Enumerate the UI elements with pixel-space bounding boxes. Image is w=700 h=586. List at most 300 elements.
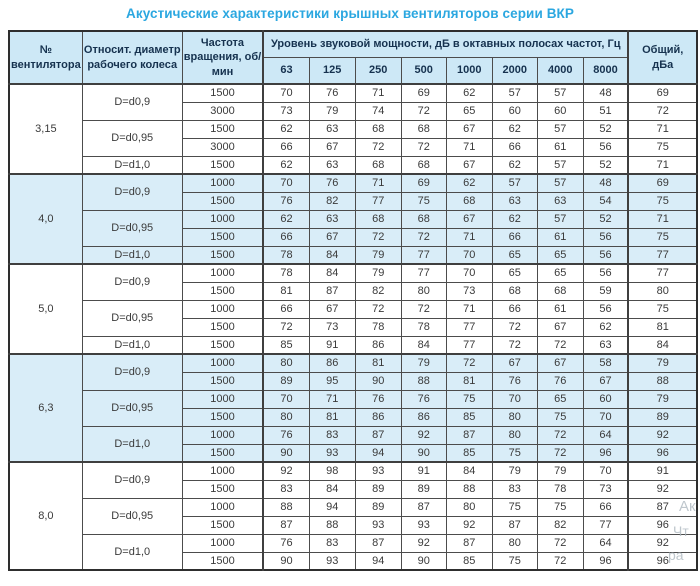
level-cell-63: 90 [263,444,309,462]
level-cell-250: 87 [355,534,401,552]
level-cell-8000: 52 [583,120,628,138]
level-cell-2000: 62 [492,156,537,174]
level-cell-125: 93 [309,444,355,462]
level-cell-63: 73 [263,102,309,120]
level-cell-8000: 77 [583,516,628,534]
level-cell-63: 81 [263,282,309,300]
level-cell-4000: 57 [537,156,583,174]
level-cell-63: 62 [263,210,309,228]
level-cell-8000: 48 [583,174,628,192]
total-cell: 71 [628,120,697,138]
level-cell-125: 67 [309,228,355,246]
level-cell-1000: 67 [446,156,492,174]
col-header-freq-8000: 8000 [583,57,628,84]
level-cell-2000: 79 [492,462,537,480]
table-row [9,336,697,354]
speed-cell: 1000 [182,498,263,516]
level-cell-4000: 67 [537,318,583,336]
level-cell-1000: 62 [446,174,492,192]
level-cell-8000: 62 [583,318,628,336]
level-cell-4000: 75 [537,408,583,426]
level-cell-63: 62 [263,120,309,138]
level-cell-250: 87 [355,426,401,444]
table-row [9,498,697,516]
total-cell: 79 [628,390,697,408]
level-cell-125: 91 [309,336,355,354]
level-cell-4000: 68 [537,282,583,300]
speed-cell: 1500 [182,282,263,300]
level-cell-1000: 92 [446,516,492,534]
level-cell-63: 70 [263,390,309,408]
level-cell-1000: 85 [446,552,492,570]
level-cell-4000: 57 [537,174,583,192]
level-cell-4000: 65 [537,390,583,408]
speed-cell: 1000 [182,300,263,318]
level-cell-4000: 72 [537,426,583,444]
level-cell-4000: 72 [537,336,583,354]
level-cell-500: 84 [401,336,446,354]
level-cell-2000: 70 [492,390,537,408]
col-header-freq-250: 250 [355,57,401,84]
col-header-fan-number: № вентилятора [9,31,82,84]
level-cell-63: 62 [263,156,309,174]
level-cell-1000: 84 [446,462,492,480]
total-cell: 96 [628,552,697,570]
level-cell-125: 93 [309,552,355,570]
level-cell-500: 91 [401,462,446,480]
level-cell-250: 90 [355,372,401,390]
level-cell-4000: 79 [537,462,583,480]
level-cell-2000: 62 [492,120,537,138]
level-cell-500: 86 [401,408,446,426]
level-cell-2000: 80 [492,534,537,552]
level-cell-8000: 67 [583,372,628,390]
level-cell-1000: 71 [446,228,492,246]
speed-cell: 1500 [182,318,263,336]
level-cell-8000: 56 [583,228,628,246]
level-cell-4000: 76 [537,372,583,390]
level-cell-8000: 48 [583,84,628,102]
level-cell-1000: 65 [446,102,492,120]
level-cell-63: 66 [263,300,309,318]
speed-cell: 1500 [182,228,263,246]
level-cell-1000: 70 [446,246,492,264]
level-cell-2000: 66 [492,138,537,156]
level-cell-2000: 65 [492,246,537,264]
total-cell: 75 [628,300,697,318]
level-cell-2000: 57 [492,174,537,192]
level-cell-500: 92 [401,426,446,444]
level-cell-250: 72 [355,138,401,156]
speed-cell: 1500 [182,480,263,498]
level-cell-2000: 66 [492,300,537,318]
speed-cell: 1500 [182,516,263,534]
level-cell-4000: 75 [537,498,583,516]
level-cell-500: 93 [401,516,446,534]
level-cell-63: 70 [263,174,309,192]
level-cell-500: 68 [401,156,446,174]
level-cell-125: 98 [309,462,355,480]
level-cell-1000: 88 [446,480,492,498]
level-cell-8000: 64 [583,534,628,552]
total-cell: 75 [628,138,697,156]
level-cell-63: 76 [263,192,309,210]
level-cell-8000: 54 [583,192,628,210]
level-cell-2000: 80 [492,426,537,444]
col-header-freq-63: 63 [263,57,309,84]
level-cell-4000: 63 [537,192,583,210]
level-cell-125: 82 [309,192,355,210]
level-cell-250: 81 [355,354,401,372]
level-cell-2000: 76 [492,372,537,390]
speed-cell: 1500 [182,84,263,102]
level-cell-1000: 81 [446,372,492,390]
level-cell-250: 94 [355,552,401,570]
level-cell-125: 67 [309,300,355,318]
table-header [9,31,697,84]
diameter-cell: D=d0,95 [82,300,182,336]
level-cell-250: 93 [355,462,401,480]
speed-cell: 1500 [182,336,263,354]
speed-cell: 1000 [182,390,263,408]
fan-number-cell: 6,3 [9,354,82,462]
table-row [9,462,697,480]
diameter-cell: D=d1,0 [82,246,182,264]
diameter-cell: D=d1,0 [82,336,182,354]
total-cell: 77 [628,264,697,282]
level-cell-500: 68 [401,120,446,138]
level-cell-8000: 96 [583,552,628,570]
table-row [9,156,697,174]
col-header-spl-group: Уровень звуковой мощности, дБ в октавных полосах частот, Гц [263,31,628,57]
fan-number-cell: 8,0 [9,462,82,570]
level-cell-4000: 61 [537,228,583,246]
speed-cell: 1000 [182,462,263,480]
level-cell-8000: 58 [583,354,628,372]
level-cell-1000: 71 [446,138,492,156]
level-cell-500: 72 [401,300,446,318]
level-cell-500: 69 [401,84,446,102]
table-row [9,246,697,264]
diameter-cell: D=d0,9 [82,354,182,390]
level-cell-8000: 63 [583,336,628,354]
total-cell: 79 [628,354,697,372]
diameter-cell: D=d1,0 [82,534,182,570]
level-cell-2000: 66 [492,228,537,246]
level-cell-250: 77 [355,192,401,210]
total-cell: 77 [628,246,697,264]
level-cell-1000: 73 [446,282,492,300]
level-cell-8000: 64 [583,426,628,444]
total-cell: 88 [628,372,697,390]
level-cell-4000: 65 [537,246,583,264]
fan-number-cell: 4,0 [9,174,82,264]
table-row [9,300,697,318]
fan-number-cell: 3,15 [9,84,82,174]
level-cell-4000: 61 [537,300,583,318]
speed-cell: 1500 [182,156,263,174]
table-row [9,120,697,138]
level-cell-8000: 73 [583,480,628,498]
table-row [9,354,697,372]
level-cell-125: 84 [309,480,355,498]
level-cell-125: 63 [309,210,355,228]
total-cell: 75 [628,192,697,210]
level-cell-125: 79 [309,102,355,120]
table-row [9,534,697,552]
level-cell-8000: 70 [583,462,628,480]
level-cell-2000: 83 [492,480,537,498]
level-cell-1000: 87 [446,426,492,444]
col-header-freq-2000: 2000 [492,57,537,84]
level-cell-2000: 80 [492,408,537,426]
level-cell-250: 76 [355,390,401,408]
total-cell: 96 [628,444,697,462]
table-row [9,174,697,192]
level-cell-250: 82 [355,282,401,300]
level-cell-125: 63 [309,156,355,174]
diameter-cell: D=d0,95 [82,498,182,534]
level-cell-500: 72 [401,228,446,246]
level-cell-63: 92 [263,462,309,480]
table-row [9,390,697,408]
total-cell: 81 [628,318,697,336]
level-cell-2000: 57 [492,84,537,102]
level-cell-2000: 67 [492,354,537,372]
level-cell-2000: 72 [492,318,537,336]
level-cell-1000: 71 [446,300,492,318]
level-cell-125: 67 [309,138,355,156]
level-cell-500: 90 [401,552,446,570]
level-cell-2000: 60 [492,102,537,120]
level-cell-500: 75 [401,192,446,210]
level-cell-8000: 56 [583,264,628,282]
level-cell-1000: 87 [446,534,492,552]
level-cell-2000: 75 [492,444,537,462]
level-cell-125: 88 [309,516,355,534]
level-cell-63: 72 [263,318,309,336]
total-cell: 71 [628,156,697,174]
diameter-cell: D=d0,9 [82,264,182,300]
col-header-freq-1000: 1000 [446,57,492,84]
level-cell-125: 71 [309,390,355,408]
level-cell-1000: 67 [446,210,492,228]
level-cell-1000: 80 [446,498,492,516]
level-cell-125: 94 [309,498,355,516]
col-header-freq-125: 125 [309,57,355,84]
level-cell-4000: 82 [537,516,583,534]
level-cell-500: 88 [401,372,446,390]
level-cell-63: 80 [263,354,309,372]
diameter-cell: D=d0,95 [82,120,182,156]
diameter-cell: D=d0,95 [82,210,182,246]
level-cell-4000: 57 [537,120,583,138]
diameter-cell: D=d0,9 [82,174,182,210]
diameter-cell: D=d1,0 [82,156,182,174]
speed-cell: 3000 [182,138,263,156]
col-header-total: Общий, дБа [628,31,697,84]
diameter-cell: D=d0,9 [82,84,182,120]
speed-cell: 1000 [182,174,263,192]
total-cell: 92 [628,534,697,552]
table-row [9,210,697,228]
level-cell-500: 77 [401,246,446,264]
level-cell-125: 63 [309,120,355,138]
col-header-freq-4000: 4000 [537,57,583,84]
header-row-top [9,31,697,57]
level-cell-125: 76 [309,174,355,192]
table-body [9,84,697,570]
level-cell-500: 89 [401,480,446,498]
level-cell-8000: 51 [583,102,628,120]
level-cell-8000: 56 [583,246,628,264]
total-cell: 96 [628,516,697,534]
level-cell-250: 79 [355,246,401,264]
level-cell-8000: 56 [583,300,628,318]
level-cell-2000: 87 [492,516,537,534]
total-cell: 92 [628,480,697,498]
level-cell-250: 89 [355,480,401,498]
level-cell-2000: 68 [492,282,537,300]
diameter-cell: D=d0,95 [82,390,182,426]
level-cell-500: 69 [401,174,446,192]
speed-cell: 1000 [182,354,263,372]
level-cell-250: 71 [355,174,401,192]
level-cell-125: 83 [309,534,355,552]
speed-cell: 1000 [182,264,263,282]
level-cell-125: 86 [309,354,355,372]
speed-cell: 3000 [182,102,263,120]
watermark-text: ра [668,547,684,563]
level-cell-1000: 72 [446,354,492,372]
level-cell-63: 89 [263,372,309,390]
level-cell-2000: 75 [492,552,537,570]
level-cell-1000: 77 [446,318,492,336]
level-cell-1000: 75 [446,390,492,408]
level-cell-500: 87 [401,498,446,516]
total-cell: 69 [628,84,697,102]
level-cell-2000: 72 [492,336,537,354]
level-cell-63: 83 [263,480,309,498]
speed-cell: 1500 [182,552,263,570]
diameter-cell: D=d1,0 [82,426,182,462]
level-cell-8000: 70 [583,408,628,426]
page-title: Акустические характеристики крышных вентиляторов серии ВКР [125,6,574,21]
level-cell-250: 86 [355,408,401,426]
total-cell: 71 [628,210,697,228]
watermark-text: Чт [673,523,689,539]
level-cell-500: 78 [401,318,446,336]
level-cell-63: 80 [263,408,309,426]
total-cell: 89 [628,408,697,426]
level-cell-125: 76 [309,84,355,102]
level-cell-500: 79 [401,354,446,372]
level-cell-1000: 68 [446,192,492,210]
speed-cell: 1500 [182,120,263,138]
total-cell: 91 [628,462,697,480]
level-cell-125: 73 [309,318,355,336]
speed-cell: 1000 [182,426,263,444]
total-cell: 87 [628,498,697,516]
level-cell-4000: 78 [537,480,583,498]
watermark-text: Ак [679,498,696,515]
speed-cell: 1500 [182,246,263,264]
level-cell-2000: 75 [492,498,537,516]
level-cell-4000: 57 [537,210,583,228]
speed-cell: 1500 [182,444,263,462]
level-cell-1000: 67 [446,120,492,138]
speed-cell: 1500 [182,192,263,210]
level-cell-2000: 63 [492,192,537,210]
level-cell-250: 78 [355,318,401,336]
total-cell: 80 [628,282,697,300]
level-cell-63: 90 [263,552,309,570]
level-cell-63: 78 [263,264,309,282]
level-cell-250: 72 [355,228,401,246]
level-cell-4000: 57 [537,84,583,102]
level-cell-250: 94 [355,444,401,462]
level-cell-63: 70 [263,84,309,102]
level-cell-125: 81 [309,408,355,426]
level-cell-63: 85 [263,336,309,354]
level-cell-250: 68 [355,120,401,138]
level-cell-1000: 85 [446,444,492,462]
speed-cell: 1000 [182,210,263,228]
level-cell-500: 76 [401,390,446,408]
col-header-freq-500: 500 [401,57,446,84]
level-cell-125: 87 [309,282,355,300]
total-cell: 84 [628,336,697,354]
level-cell-4000: 72 [537,552,583,570]
level-cell-4000: 72 [537,444,583,462]
level-cell-63: 78 [263,246,309,264]
col-header-speed: Частота вращения, об/мин [182,31,263,84]
level-cell-8000: 56 [583,138,628,156]
level-cell-8000: 66 [583,498,628,516]
level-cell-63: 76 [263,426,309,444]
level-cell-125: 83 [309,426,355,444]
level-cell-8000: 96 [583,444,628,462]
diameter-cell: D=d0,9 [82,462,182,498]
level-cell-500: 92 [401,534,446,552]
total-cell: 75 [628,228,697,246]
level-cell-8000: 52 [583,210,628,228]
speed-cell: 1500 [182,408,263,426]
level-cell-500: 68 [401,210,446,228]
level-cell-500: 72 [401,138,446,156]
level-cell-63: 76 [263,534,309,552]
level-cell-250: 68 [355,156,401,174]
acoustic-characteristics-table [8,30,698,571]
level-cell-2000: 65 [492,264,537,282]
table-row [9,426,697,444]
level-cell-8000: 60 [583,390,628,408]
total-cell: 69 [628,174,697,192]
level-cell-125: 84 [309,246,355,264]
fan-number-cell: 5,0 [9,264,82,354]
level-cell-250: 89 [355,498,401,516]
level-cell-250: 68 [355,210,401,228]
level-cell-63: 66 [263,138,309,156]
col-header-diameter: Относит. диаметр рабочего колеса [82,31,182,84]
level-cell-4000: 65 [537,264,583,282]
table-row [9,264,697,282]
level-cell-4000: 61 [537,138,583,156]
table-row [9,84,697,102]
level-cell-8000: 59 [583,282,628,300]
total-cell: 92 [628,426,697,444]
level-cell-4000: 72 [537,534,583,552]
